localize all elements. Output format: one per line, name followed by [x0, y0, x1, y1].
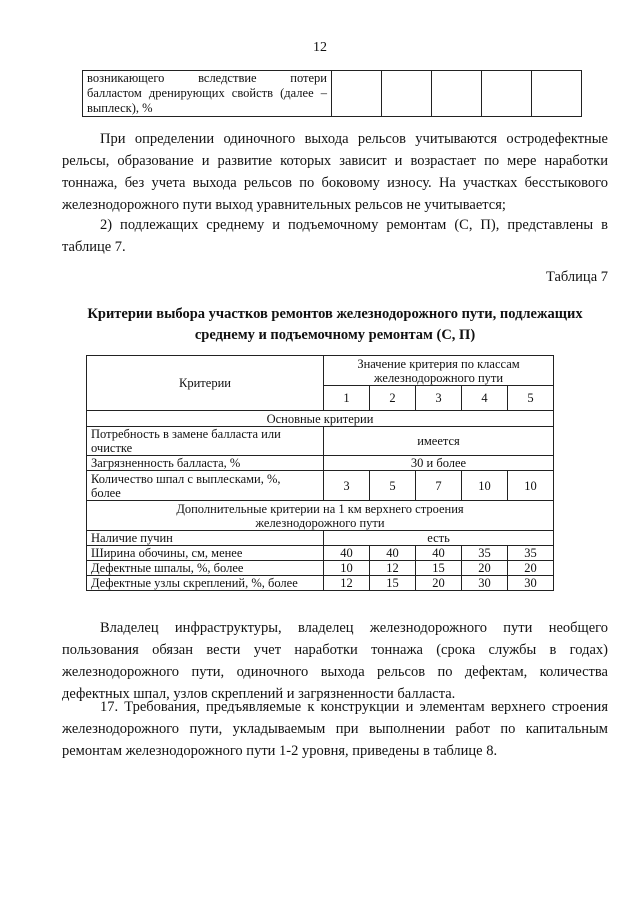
text-line: тоннажа, без учета выхода рельсов по боковому износу. На участках бесстыкового	[62, 175, 608, 191]
value-cell: 40	[324, 546, 370, 561]
paragraph-item-17	[62, 696, 608, 762]
header-value-line: Значение критерия по классам	[357, 356, 520, 371]
section-line: Дополнительные критерии на 1 км верхнего строения	[176, 501, 464, 516]
section-additional-criteria	[87, 501, 554, 531]
paragraph-infrastructure-owner	[62, 617, 608, 705]
value-cell: 12	[370, 561, 416, 576]
value-cell: 12	[324, 576, 370, 591]
value-cell: 20	[416, 576, 462, 591]
empty-cell	[482, 71, 532, 117]
row-label-ballast-replace	[87, 427, 324, 456]
row-label-heaving: Наличие пучин	[87, 531, 324, 546]
class-header: 5	[508, 386, 554, 411]
text-line: ремонтам железнодорожного пути 1-2 уровня, приведены в таблице 8.	[62, 743, 498, 759]
row-label-shoulder: Ширина обочины, см, менее	[87, 546, 324, 561]
class-header: 1	[324, 386, 370, 411]
continued-criterion-cell	[83, 71, 332, 117]
value-cell: 20	[508, 561, 554, 576]
header-criteria: Критерии	[87, 356, 324, 411]
paragraph-item-2	[62, 214, 608, 258]
empty-cell	[432, 71, 482, 117]
criteria-table	[86, 355, 554, 591]
table-title	[62, 304, 608, 346]
row-label-line: Потребность в замене балласта или	[91, 427, 281, 441]
row-label-line: Количество шпал с выплесками, %,	[91, 471, 281, 486]
value-cell: 5	[370, 471, 416, 501]
value-cell: 3	[324, 471, 370, 501]
table-title-line: среднему и подъемочному ремонтам (С, П)	[194, 327, 476, 343]
text-line: железнодорожного пути выход уравнительных рельсов не учитывается;	[62, 197, 506, 213]
text-line: железнодорожного пути, одиночного выхода рельсов по дефектам, количества	[62, 664, 608, 680]
continued-criterion-line: выплеск), %	[87, 101, 153, 115]
value-cell: 15	[416, 561, 462, 576]
value-cell: 10	[508, 471, 554, 501]
empty-cell	[332, 71, 382, 117]
value-cell: 35	[508, 546, 554, 561]
section-main-criteria: Основные критерии	[87, 411, 554, 427]
value-heaving: есть	[324, 531, 554, 546]
row-label-defect-sleepers: Дефектные шпалы, %, более	[87, 561, 324, 576]
row-label-contamination: Загрязненность балласта, %	[87, 456, 324, 471]
empty-cell	[532, 71, 582, 117]
value-ballast-replace: имеется	[324, 427, 554, 456]
value-cell: 40	[370, 546, 416, 561]
class-header: 3	[416, 386, 462, 411]
value-cell: 20	[462, 561, 508, 576]
class-header: 4	[462, 386, 508, 411]
value-cell: 40	[416, 546, 462, 561]
value-cell: 15	[370, 576, 416, 591]
value-cell: 10	[324, 561, 370, 576]
header-value	[324, 356, 554, 386]
text-line: таблице 7.	[62, 239, 126, 255]
continued-table	[82, 70, 582, 117]
row-label-sleepers-splash	[87, 471, 324, 501]
value-cell: 30	[462, 576, 508, 591]
text-line: 2) подлежащих среднему и подъемочному ремонтам (С, П), представлены в	[100, 217, 608, 233]
text-line: Владелец инфраструктуры, владелец железнодорожного пути необщего	[100, 620, 608, 636]
text-line: рельсы, образование и развитие которых зависит и возрастает по мере наработки	[62, 153, 608, 169]
row-label-line: более	[91, 485, 121, 500]
empty-cell	[382, 71, 432, 117]
header-value-line: железнодорожного пути	[373, 370, 504, 385]
class-header: 2	[370, 386, 416, 411]
row-label-line: очистке	[91, 441, 133, 455]
text-line: дефектных шпал, узлов скреплений и загрязненности балласта.	[62, 686, 456, 702]
value-cell: 10	[462, 471, 508, 501]
page-number: 12	[313, 40, 327, 55]
section-line: железнодорожного пути	[255, 515, 385, 530]
table-title-line: Критерии выбора участков ремонтов железнодорожного пути, подлежащих	[87, 306, 583, 322]
continued-criterion-line: балластом дренирующих свойств (далее –	[87, 86, 327, 100]
table-caption: Таблица 7	[545, 269, 608, 285]
text-line: При определении одиночного выхода рельсов учитываются остродефектные	[100, 131, 608, 147]
paragraph-single-rail-output	[62, 128, 608, 216]
text-line: пользования обязан вести учет наработки тоннажа (срока службы в годах)	[62, 642, 608, 658]
row-label-defect-fastenings: Дефектные узлы скреплений, %, более	[87, 576, 324, 591]
text-line: 17. Требования, предъявляемые к конструкции и элементам верхнего строения	[100, 699, 608, 715]
continued-criterion-line: возникающего вследствие потери	[87, 71, 327, 85]
value-cell: 7	[416, 471, 462, 501]
text-line: железнодорожного пути, укладываемым при выполнении работ по капитальным	[62, 721, 608, 737]
value-cell: 35	[462, 546, 508, 561]
value-contamination: 30 и более	[324, 456, 554, 471]
value-cell: 30	[508, 576, 554, 591]
